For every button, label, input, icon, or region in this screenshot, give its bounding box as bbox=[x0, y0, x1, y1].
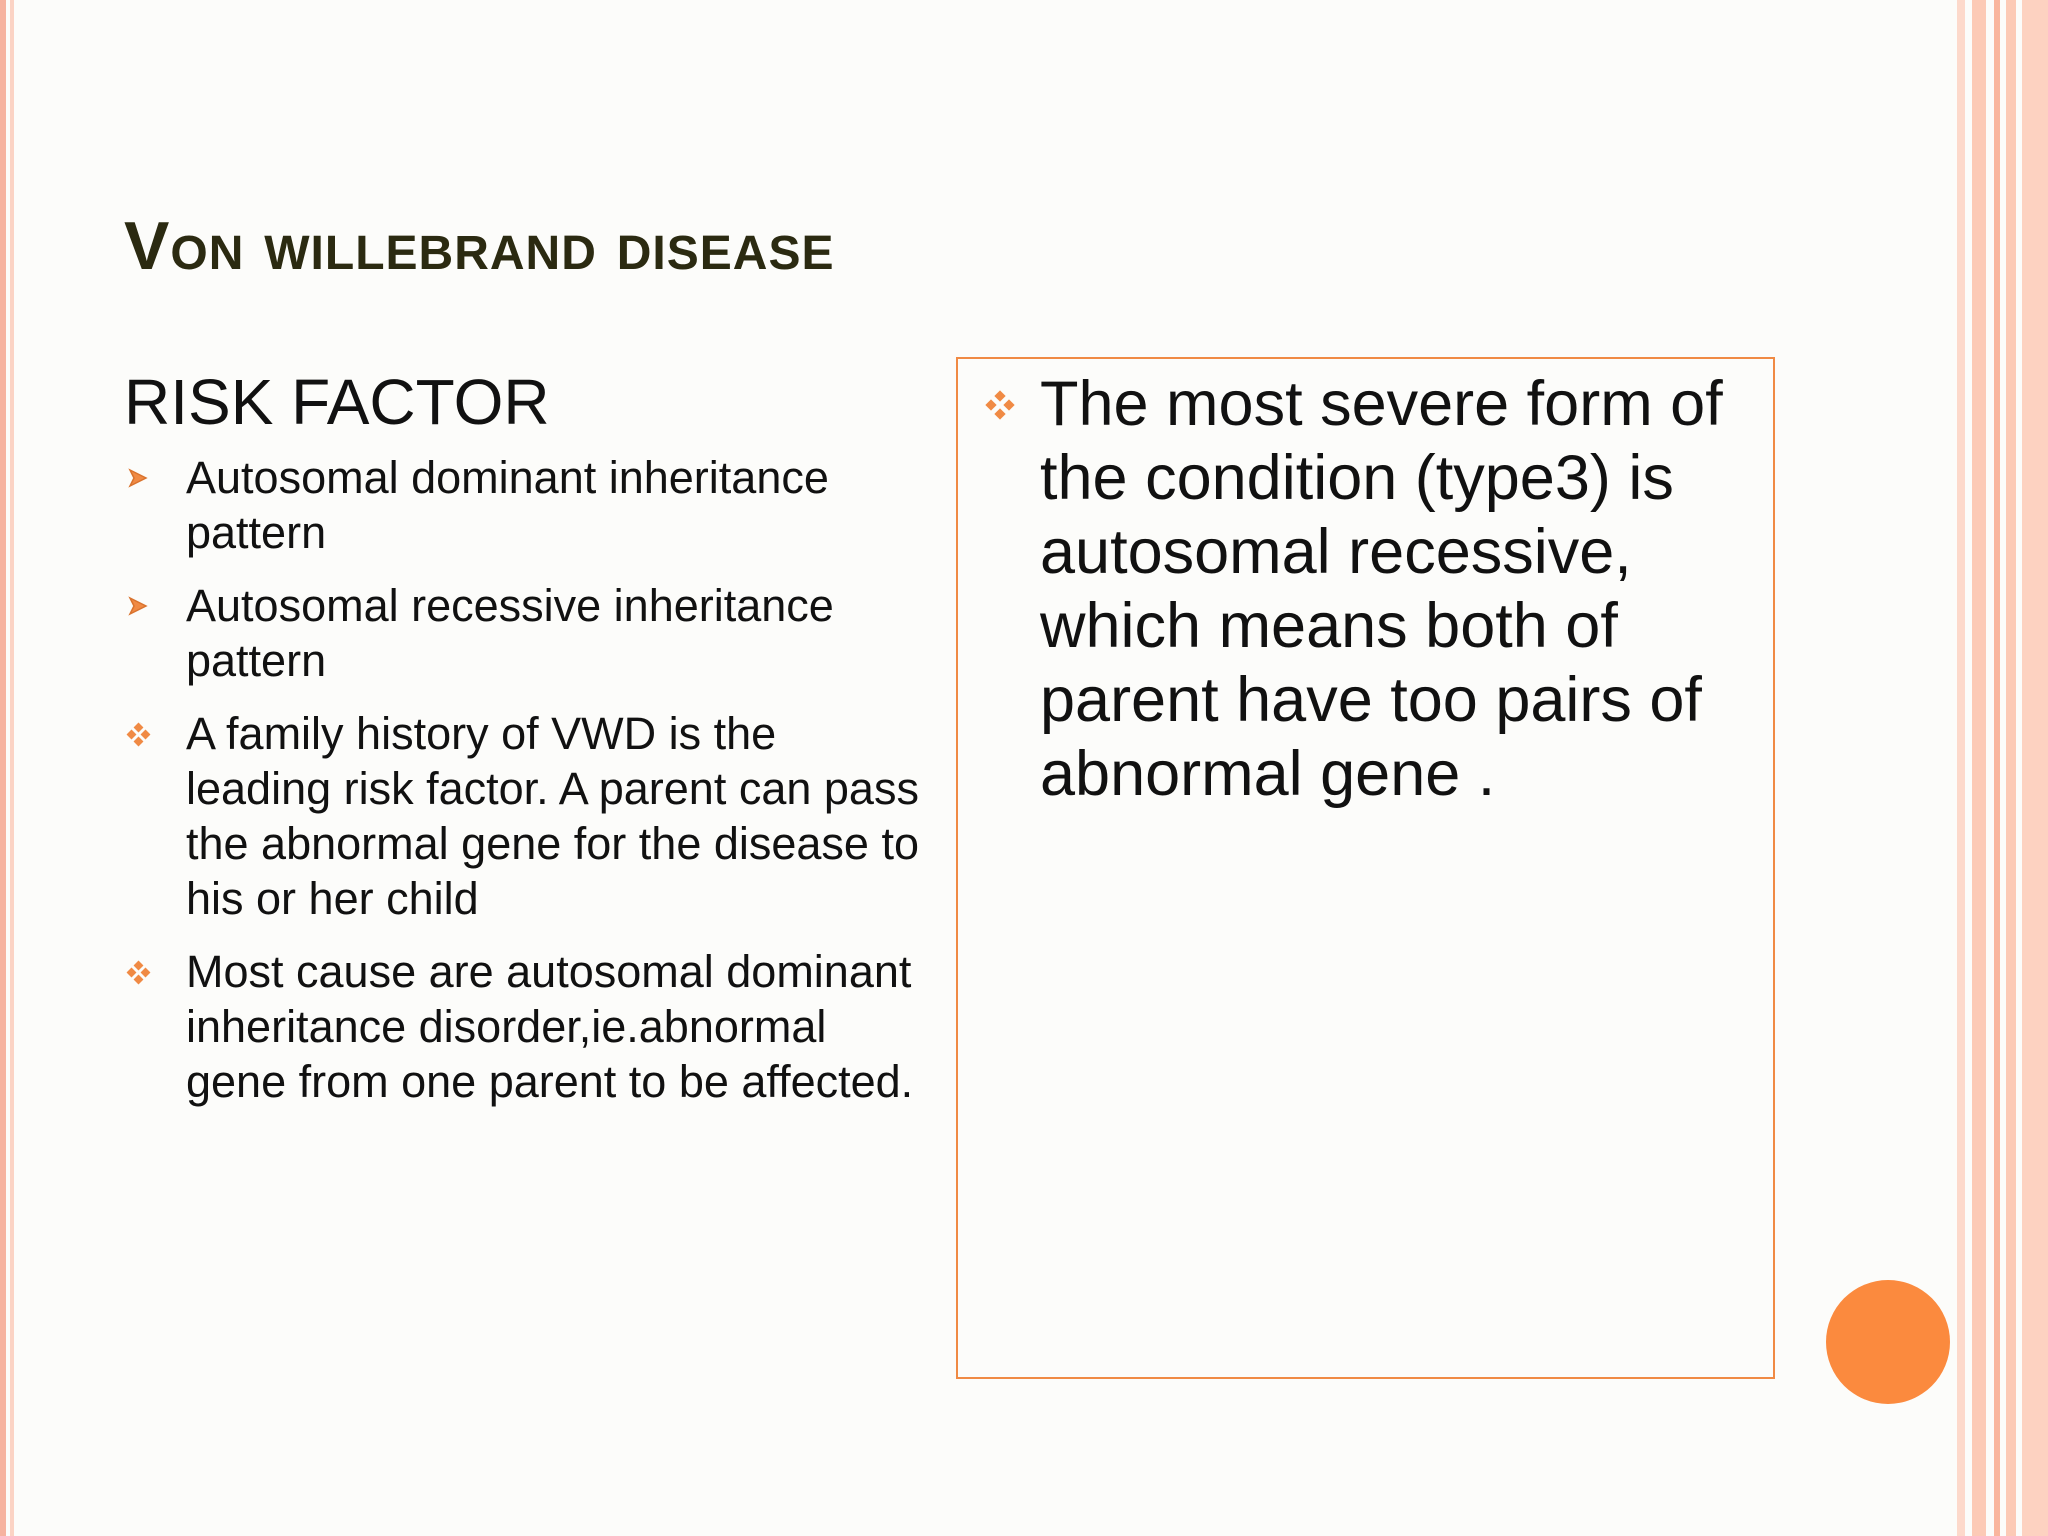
right-border-stripe-5 bbox=[2022, 0, 2048, 1536]
list-item bbox=[124, 578, 924, 688]
list-item bbox=[124, 450, 924, 560]
right-border-stripe-4 bbox=[2006, 0, 2016, 1536]
right-border-stripe-3 bbox=[1994, 0, 2000, 1536]
content-box bbox=[956, 357, 1775, 1379]
box-text: The most severe form of the condition (type3) is autosomal recessive, which means both of parent have too pairs of abnormal gene . bbox=[1040, 369, 1723, 809]
list-item bbox=[124, 944, 924, 1109]
right-border-stripe-2 bbox=[1972, 0, 1986, 1536]
bullet-text: Autosomal dominant inheritance pattern bbox=[186, 452, 829, 558]
left-content bbox=[124, 362, 924, 1127]
diamond-bullet-icon bbox=[124, 952, 154, 992]
arrow-bullet-icon bbox=[124, 586, 154, 626]
decorative-circle bbox=[1826, 1280, 1950, 1404]
bullet-text: A family history of VWD is the leading risk factor. A parent can pass the abnormal gene for the disease to his or her child bbox=[186, 708, 919, 924]
bullet-text: Autosomal recessive inheritance pattern bbox=[186, 580, 834, 686]
right-border-stripe-1 bbox=[1957, 0, 1965, 1536]
bullet-text: Most cause are autosomal dominant inheritance disorder,ie.abnormal gene from one parent to be affected. bbox=[186, 946, 914, 1107]
slide-title: Von willebrand disease bbox=[124, 208, 835, 284]
diamond-bullet-icon bbox=[982, 389, 1018, 425]
left-border-stripe bbox=[0, 0, 6, 1536]
risk-factor-heading: RISK FACTOR bbox=[124, 366, 550, 438]
arrow-bullet-icon bbox=[124, 458, 154, 498]
diamond-bullet-icon bbox=[124, 714, 154, 754]
risk-factor-list bbox=[124, 450, 924, 1109]
left-border-stripe-thin bbox=[10, 0, 14, 1536]
list-item bbox=[124, 706, 924, 926]
